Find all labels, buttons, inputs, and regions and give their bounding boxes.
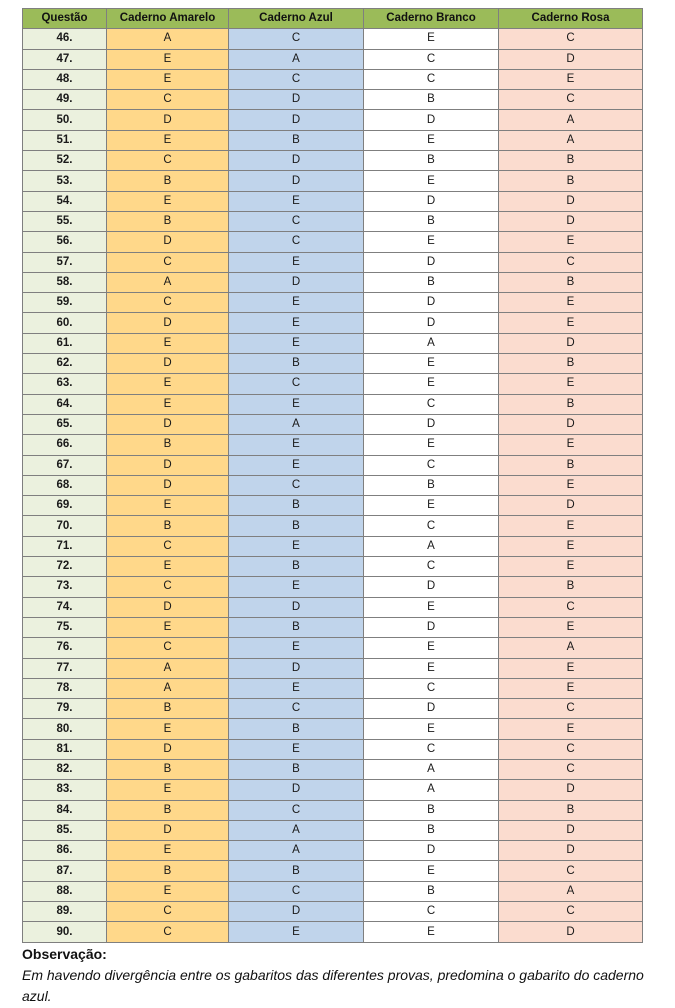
observation-text: Em havendo divergência entre os gabaritos das diferentes provas, predomina o gabarito do caderno azul.: [22, 967, 644, 1004]
table-row: [23, 354, 643, 374]
branco-answer-cell: E: [364, 922, 499, 942]
branco-answer-cell: B: [364, 90, 499, 110]
questao-cell: 89.: [23, 902, 107, 922]
azul-answer-cell: B: [229, 130, 364, 150]
table-header-row: [23, 9, 643, 29]
table-row: [23, 516, 643, 536]
azul-answer-cell: D: [229, 658, 364, 678]
table-row: [23, 394, 643, 414]
azul-answer-cell: E: [229, 435, 364, 455]
azul-answer-cell: E: [229, 252, 364, 272]
azul-answer-cell: B: [229, 496, 364, 516]
table-row: [23, 374, 643, 394]
amarelo-answer-cell: B: [107, 759, 229, 779]
questao-cell: 51.: [23, 130, 107, 150]
table-row: [23, 638, 643, 658]
azul-answer-cell: D: [229, 902, 364, 922]
azul-answer-cell: B: [229, 759, 364, 779]
azul-answer-cell: C: [229, 29, 364, 49]
branco-answer-cell: B: [364, 211, 499, 231]
questao-cell: 63.: [23, 374, 107, 394]
questao-cell: 90.: [23, 922, 107, 942]
azul-answer-cell: E: [229, 313, 364, 333]
questao-cell: 88.: [23, 881, 107, 901]
questao-cell: 52.: [23, 151, 107, 171]
azul-answer-cell: B: [229, 354, 364, 374]
questao-cell: 46.: [23, 29, 107, 49]
azul-answer-cell: C: [229, 475, 364, 495]
rosa-answer-cell: C: [499, 739, 643, 759]
table-row: [23, 577, 643, 597]
rosa-answer-cell: C: [499, 699, 643, 719]
questao-cell: 58.: [23, 272, 107, 292]
branco-answer-cell: A: [364, 780, 499, 800]
table-row: [23, 536, 643, 556]
table-row: [23, 861, 643, 881]
table-row: [23, 617, 643, 637]
branco-answer-cell: B: [364, 272, 499, 292]
questao-cell: 76.: [23, 638, 107, 658]
questao-cell: 78.: [23, 678, 107, 698]
questao-cell: 87.: [23, 861, 107, 881]
amarelo-answer-cell: B: [107, 699, 229, 719]
azul-answer-cell: E: [229, 577, 364, 597]
amarelo-answer-cell: B: [107, 516, 229, 536]
rosa-answer-cell: A: [499, 130, 643, 150]
questao-cell: 74.: [23, 597, 107, 617]
amarelo-answer-cell: D: [107, 110, 229, 130]
amarelo-answer-cell: C: [107, 90, 229, 110]
rosa-answer-cell: D: [499, 820, 643, 840]
azul-answer-cell: A: [229, 414, 364, 434]
branco-answer-cell: D: [364, 841, 499, 861]
branco-answer-cell: B: [364, 475, 499, 495]
amarelo-answer-cell: A: [107, 658, 229, 678]
branco-answer-cell: D: [364, 293, 499, 313]
table-row: [23, 759, 643, 779]
rosa-answer-cell: D: [499, 414, 643, 434]
branco-answer-cell: C: [364, 678, 499, 698]
azul-answer-cell: D: [229, 151, 364, 171]
table-row: [23, 293, 643, 313]
azul-answer-cell: C: [229, 881, 364, 901]
questao-cell: 65.: [23, 414, 107, 434]
rosa-answer-cell: E: [499, 617, 643, 637]
questao-cell: 79.: [23, 699, 107, 719]
table-row: [23, 739, 643, 759]
rosa-answer-cell: B: [499, 354, 643, 374]
table-row: [23, 719, 643, 739]
table-row: [23, 800, 643, 820]
questao-cell: 81.: [23, 739, 107, 759]
branco-answer-cell: E: [364, 658, 499, 678]
questao-cell: 85.: [23, 820, 107, 840]
amarelo-answer-cell: B: [107, 171, 229, 191]
branco-answer-cell: C: [364, 455, 499, 475]
table-row: [23, 557, 643, 577]
amarelo-answer-cell: E: [107, 881, 229, 901]
rosa-answer-cell: C: [499, 90, 643, 110]
amarelo-answer-cell: E: [107, 841, 229, 861]
header-caderno-rosa: Caderno Rosa: [499, 9, 643, 29]
branco-answer-cell: C: [364, 49, 499, 69]
table-row: [23, 820, 643, 840]
rosa-answer-cell: B: [499, 800, 643, 820]
rosa-answer-cell: D: [499, 780, 643, 800]
azul-answer-cell: B: [229, 617, 364, 637]
branco-answer-cell: D: [364, 617, 499, 637]
questao-cell: 59.: [23, 293, 107, 313]
amarelo-answer-cell: C: [107, 577, 229, 597]
table-row: [23, 333, 643, 353]
rosa-answer-cell: D: [499, 333, 643, 353]
branco-answer-cell: B: [364, 881, 499, 901]
amarelo-answer-cell: B: [107, 800, 229, 820]
answer-table-body: [23, 29, 643, 942]
azul-answer-cell: E: [229, 922, 364, 942]
amarelo-answer-cell: C: [107, 902, 229, 922]
branco-answer-cell: C: [364, 557, 499, 577]
rosa-answer-cell: D: [499, 211, 643, 231]
branco-answer-cell: C: [364, 394, 499, 414]
table-row: [23, 130, 643, 150]
azul-answer-cell: D: [229, 780, 364, 800]
table-row: [23, 191, 643, 211]
amarelo-answer-cell: B: [107, 435, 229, 455]
amarelo-answer-cell: D: [107, 475, 229, 495]
header-caderno-azul: Caderno Azul: [229, 9, 364, 29]
questao-cell: 73.: [23, 577, 107, 597]
amarelo-answer-cell: C: [107, 252, 229, 272]
header-caderno-amarelo: Caderno Amarelo: [107, 9, 229, 29]
rosa-answer-cell: E: [499, 516, 643, 536]
rosa-answer-cell: E: [499, 69, 643, 89]
questao-cell: 57.: [23, 252, 107, 272]
amarelo-answer-cell: C: [107, 922, 229, 942]
table-row: [23, 841, 643, 861]
table-row: [23, 29, 643, 49]
table-row: [23, 171, 643, 191]
azul-answer-cell: E: [229, 333, 364, 353]
rosa-answer-cell: E: [499, 232, 643, 252]
branco-answer-cell: D: [364, 414, 499, 434]
questao-cell: 86.: [23, 841, 107, 861]
amarelo-answer-cell: D: [107, 739, 229, 759]
amarelo-answer-cell: C: [107, 638, 229, 658]
table-row: [23, 232, 643, 252]
questao-cell: 71.: [23, 536, 107, 556]
rosa-answer-cell: C: [499, 861, 643, 881]
branco-answer-cell: A: [364, 759, 499, 779]
amarelo-answer-cell: D: [107, 232, 229, 252]
branco-answer-cell: C: [364, 739, 499, 759]
azul-answer-cell: D: [229, 597, 364, 617]
table-row: [23, 475, 643, 495]
branco-answer-cell: E: [364, 232, 499, 252]
amarelo-answer-cell: E: [107, 557, 229, 577]
questao-cell: 83.: [23, 780, 107, 800]
branco-answer-cell: E: [364, 354, 499, 374]
table-row: [23, 902, 643, 922]
azul-answer-cell: C: [229, 800, 364, 820]
branco-answer-cell: C: [364, 69, 499, 89]
rosa-answer-cell: A: [499, 638, 643, 658]
azul-answer-cell: C: [229, 69, 364, 89]
rosa-answer-cell: B: [499, 272, 643, 292]
azul-answer-cell: B: [229, 516, 364, 536]
rosa-answer-cell: B: [499, 577, 643, 597]
rosa-answer-cell: E: [499, 313, 643, 333]
table-row: [23, 211, 643, 231]
amarelo-answer-cell: E: [107, 374, 229, 394]
questao-cell: 70.: [23, 516, 107, 536]
rosa-answer-cell: E: [499, 678, 643, 698]
questao-cell: 67.: [23, 455, 107, 475]
questao-cell: 55.: [23, 211, 107, 231]
table-row: [23, 780, 643, 800]
amarelo-answer-cell: D: [107, 354, 229, 374]
table-row: [23, 110, 643, 130]
amarelo-answer-cell: E: [107, 394, 229, 414]
table-row: [23, 658, 643, 678]
azul-answer-cell: E: [229, 739, 364, 759]
azul-answer-cell: A: [229, 820, 364, 840]
rosa-answer-cell: B: [499, 394, 643, 414]
amarelo-answer-cell: E: [107, 130, 229, 150]
questao-cell: 69.: [23, 496, 107, 516]
amarelo-answer-cell: D: [107, 313, 229, 333]
header-questao: Questão: [23, 9, 107, 29]
table-row: [23, 455, 643, 475]
branco-answer-cell: B: [364, 800, 499, 820]
table-row: [23, 922, 643, 942]
branco-answer-cell: B: [364, 151, 499, 171]
rosa-answer-cell: D: [499, 49, 643, 69]
amarelo-answer-cell: E: [107, 333, 229, 353]
amarelo-answer-cell: C: [107, 536, 229, 556]
branco-answer-cell: D: [364, 110, 499, 130]
branco-answer-cell: C: [364, 516, 499, 536]
azul-answer-cell: E: [229, 678, 364, 698]
questao-cell: 72.: [23, 557, 107, 577]
amarelo-answer-cell: C: [107, 151, 229, 171]
azul-answer-cell: B: [229, 557, 364, 577]
observation-note: [22, 946, 652, 1007]
amarelo-answer-cell: C: [107, 293, 229, 313]
rosa-answer-cell: C: [499, 759, 643, 779]
rosa-answer-cell: D: [499, 841, 643, 861]
branco-answer-cell: D: [364, 577, 499, 597]
amarelo-answer-cell: D: [107, 455, 229, 475]
header-caderno-branco: Caderno Branco: [364, 9, 499, 29]
table-row: [23, 435, 643, 455]
table-row: [23, 414, 643, 434]
questao-cell: 68.: [23, 475, 107, 495]
rosa-answer-cell: D: [499, 922, 643, 942]
azul-answer-cell: A: [229, 841, 364, 861]
amarelo-answer-cell: E: [107, 719, 229, 739]
rosa-answer-cell: E: [499, 658, 643, 678]
branco-answer-cell: D: [364, 699, 499, 719]
azul-answer-cell: D: [229, 110, 364, 130]
azul-answer-cell: D: [229, 171, 364, 191]
rosa-answer-cell: A: [499, 881, 643, 901]
table-row: [23, 90, 643, 110]
table-row: [23, 699, 643, 719]
rosa-answer-cell: C: [499, 597, 643, 617]
rosa-answer-cell: E: [499, 719, 643, 739]
azul-answer-cell: B: [229, 861, 364, 881]
amarelo-answer-cell: D: [107, 414, 229, 434]
branco-answer-cell: C: [364, 902, 499, 922]
azul-answer-cell: E: [229, 394, 364, 414]
questao-cell: 61.: [23, 333, 107, 353]
branco-answer-cell: E: [364, 130, 499, 150]
questao-cell: 56.: [23, 232, 107, 252]
questao-cell: 77.: [23, 658, 107, 678]
branco-answer-cell: E: [364, 29, 499, 49]
branco-answer-cell: E: [364, 435, 499, 455]
amarelo-answer-cell: D: [107, 597, 229, 617]
azul-answer-cell: C: [229, 374, 364, 394]
questao-cell: 66.: [23, 435, 107, 455]
azul-answer-cell: C: [229, 211, 364, 231]
table-row: [23, 496, 643, 516]
branco-answer-cell: E: [364, 374, 499, 394]
questao-cell: 49.: [23, 90, 107, 110]
branco-answer-cell: D: [364, 252, 499, 272]
rosa-answer-cell: D: [499, 191, 643, 211]
amarelo-answer-cell: E: [107, 780, 229, 800]
questao-cell: 75.: [23, 617, 107, 637]
table-row: [23, 49, 643, 69]
amarelo-answer-cell: E: [107, 617, 229, 637]
amarelo-answer-cell: A: [107, 678, 229, 698]
questao-cell: 48.: [23, 69, 107, 89]
azul-answer-cell: C: [229, 699, 364, 719]
rosa-answer-cell: B: [499, 151, 643, 171]
amarelo-answer-cell: E: [107, 69, 229, 89]
amarelo-answer-cell: E: [107, 49, 229, 69]
table-row: [23, 313, 643, 333]
azul-answer-cell: D: [229, 90, 364, 110]
table-row: [23, 678, 643, 698]
questao-cell: 64.: [23, 394, 107, 414]
table-row: [23, 272, 643, 292]
questao-cell: 54.: [23, 191, 107, 211]
branco-answer-cell: A: [364, 536, 499, 556]
questao-cell: 82.: [23, 759, 107, 779]
rosa-answer-cell: C: [499, 902, 643, 922]
azul-answer-cell: B: [229, 719, 364, 739]
branco-answer-cell: E: [364, 861, 499, 881]
questao-cell: 80.: [23, 719, 107, 739]
rosa-answer-cell: D: [499, 496, 643, 516]
answer-key-table: [22, 8, 643, 943]
branco-answer-cell: E: [364, 171, 499, 191]
table-row: [23, 252, 643, 272]
table-row: [23, 597, 643, 617]
branco-answer-cell: A: [364, 333, 499, 353]
rosa-answer-cell: E: [499, 293, 643, 313]
table-row: [23, 881, 643, 901]
rosa-answer-cell: C: [499, 252, 643, 272]
branco-answer-cell: E: [364, 496, 499, 516]
branco-answer-cell: E: [364, 597, 499, 617]
amarelo-answer-cell: B: [107, 861, 229, 881]
branco-answer-cell: B: [364, 820, 499, 840]
rosa-answer-cell: C: [499, 29, 643, 49]
table-row: [23, 151, 643, 171]
amarelo-answer-cell: B: [107, 211, 229, 231]
rosa-answer-cell: E: [499, 435, 643, 455]
rosa-answer-cell: E: [499, 557, 643, 577]
amarelo-answer-cell: E: [107, 191, 229, 211]
azul-answer-cell: A: [229, 49, 364, 69]
questao-cell: 53.: [23, 171, 107, 191]
rosa-answer-cell: B: [499, 455, 643, 475]
table-row: [23, 69, 643, 89]
rosa-answer-cell: E: [499, 374, 643, 394]
questao-cell: 60.: [23, 313, 107, 333]
rosa-answer-cell: E: [499, 536, 643, 556]
azul-answer-cell: E: [229, 638, 364, 658]
azul-answer-cell: E: [229, 455, 364, 475]
amarelo-answer-cell: A: [107, 272, 229, 292]
amarelo-answer-cell: A: [107, 29, 229, 49]
questao-cell: 84.: [23, 800, 107, 820]
observation-title: Observação:: [22, 946, 107, 962]
questao-cell: 47.: [23, 49, 107, 69]
questao-cell: 50.: [23, 110, 107, 130]
azul-answer-cell: D: [229, 272, 364, 292]
rosa-answer-cell: E: [499, 475, 643, 495]
azul-answer-cell: E: [229, 293, 364, 313]
azul-answer-cell: E: [229, 536, 364, 556]
branco-answer-cell: E: [364, 719, 499, 739]
rosa-answer-cell: B: [499, 171, 643, 191]
branco-answer-cell: D: [364, 313, 499, 333]
branco-answer-cell: E: [364, 638, 499, 658]
rosa-answer-cell: A: [499, 110, 643, 130]
azul-answer-cell: C: [229, 232, 364, 252]
branco-answer-cell: D: [364, 191, 499, 211]
azul-answer-cell: E: [229, 191, 364, 211]
amarelo-answer-cell: D: [107, 820, 229, 840]
questao-cell: 62.: [23, 354, 107, 374]
amarelo-answer-cell: E: [107, 496, 229, 516]
